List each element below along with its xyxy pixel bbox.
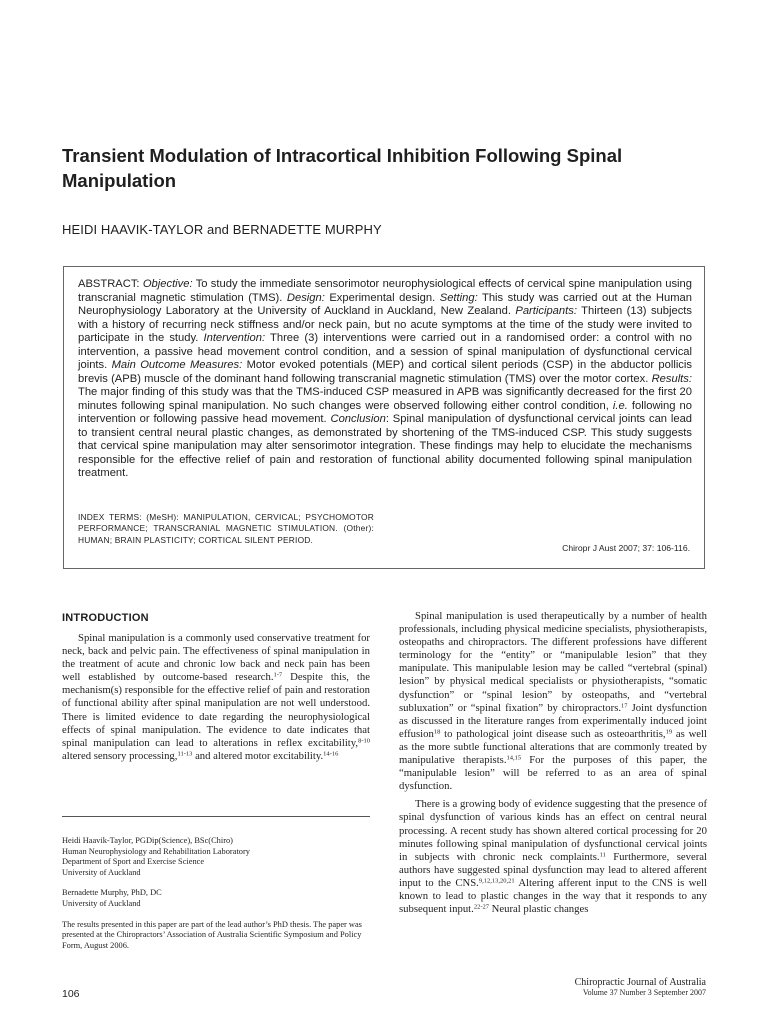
participants-text: Thirteen (13) subjects with a history of recurring neck stiffness and/or neck pain, but no acute symptoms at the time of the study were invited to participate in the study. (78, 305, 692, 344)
reference: 22-27 (473, 903, 489, 911)
abstract-text (78, 278, 692, 481)
ie-abbrev: i.e. (612, 399, 628, 412)
body-text: to pathological joint disease such as osteoarthritis, (440, 727, 666, 740)
intervention-label: Intervention: (203, 332, 266, 344)
page-number: 106 (62, 988, 80, 1000)
affiliation-university: University of Auckland (62, 898, 141, 908)
reference: 14-16 (323, 750, 339, 758)
objective-text: To study the immediate sensorimotor neurophysiological effects of cervical spine manipulation using transcranial magnetic stimulation (TMS). (78, 278, 692, 304)
intro-text: altered sensory processing, (62, 749, 178, 762)
abstract-box (63, 266, 705, 569)
conclusion-label: Conclusion (330, 413, 386, 425)
reference: 1-7 (273, 671, 283, 679)
affiliation-name: Heidi Haavik-Taylor, PGDip(Science), BSc(Chiro) (62, 836, 233, 845)
abstract-lead: ABSTRACT: (78, 278, 143, 290)
body-text: as well as the more subtle functional alterations that are commonly treated by manipulative therapists. (399, 727, 707, 767)
presentation-note: The results presented in this paper are part of the lead author’s PhD thesis. The paper was presented at the Chiropractors’ Association of Australia Scientific Symposium and Policy Form, August 2006. (62, 919, 362, 950)
conclusion-text: : Spinal manipulation of dysfunctional cervical joints can lead to transient central neural plastic changes, as demonstrated by shortening of the TMS-induced CSP. This study suggests that cervical spine manipulation may alter sensorimotor integration. These findings may help to elucidate the mechanisms responsible for the effective relief of pain and restoration of functional ability documented following spinal manipulation treatment. (78, 413, 693, 479)
design-label: Design: (286, 291, 325, 304)
intro-text: Despite this, the mechanism(s) responsible for the effective relief of pain and restoration of functional ability after spinal manipulation are not well understood. There is limited evidence to date regarding the neurophysiological effects of spinal manipulation. The evidence to date indicates that spinal manipulation can lead to alterations in reflex excitability, (62, 671, 370, 749)
body-text: Spinal manipulation is used therapeutically by a number of health professionals, including physical medicine specialists, physiotherapists, osteopaths and chiropractors. The different professions have different terminology for the “entity” or “manipulable lesion” that they manipulate. This manipulable lesion may be called “vertebral (spinal) lesion” by physical medical specialists or physiotherapists, “somatic dysfunction” or “spinal lesion” by osteopaths, and “vertebral subluxation” or “spinal fixation” by chiropractors. (399, 610, 707, 714)
reference: 11 (599, 851, 606, 859)
paper-title: Transient Modulation of Intracortical Inhibition Following Spinal Manipulation (62, 145, 623, 191)
author-list: HEIDI HAAVIK-TAYLOR and BERNADETTE MURPHY (62, 222, 382, 237)
body-text: Furthermore, several authors have suggested spinal dysfunction may lead to altered afferent input to the CNS. (399, 850, 707, 889)
body-paragraph (399, 610, 707, 793)
objective-label: Objective: (142, 278, 193, 290)
reference: 9,12,13,20,21 (478, 877, 515, 885)
intro-paragraph (62, 632, 370, 763)
design-text: Experimental design. (324, 291, 440, 304)
body-text: Neural plastic changes (488, 903, 589, 916)
participants-label: Participants: (515, 305, 577, 317)
body-paragraph (399, 798, 707, 916)
footnote-divider (62, 816, 370, 817)
section-heading-introduction: INTRODUCTION (62, 612, 149, 624)
journal-name: Chiropractic Journal of Australia (574, 977, 706, 988)
reference: 11-13 (177, 750, 193, 758)
affiliation-dept: Department of Sport and Exercise Science (62, 857, 205, 867)
left-column (62, 610, 370, 763)
measures-text: Motor evoked potentials (MEP) and cortical silent periods (CSP) in the abductor pollicis brevis (APB) muscle of the dominant hand following transcranial magnetic stimulation (TMS) over the motor cortex. (78, 359, 692, 385)
journal-footer (575, 977, 706, 997)
affiliation-university: University of Auckland (62, 867, 141, 877)
affiliation-lab: Human Neurophysiology and Rehabilitation Laboratory (62, 846, 250, 856)
reference: 17 (621, 702, 628, 710)
results-text: The major finding of this study was that the TMS-induced CSP measured in APB was significantly decreased for the first 20 minutes following spinal manipulation. No such changes were observed following either control condition, (78, 386, 692, 412)
affiliation-name: Bernadette Murphy, PhD, DC (62, 888, 162, 898)
reference: 14,15 (506, 754, 522, 762)
measures-label: Main Outcome Measures: (111, 359, 243, 371)
body-text: Altering afferent input to the CNS is well known to lead to plastic changes in the way that it responds to any subsequent input. (399, 876, 707, 916)
setting-text: This study was carried out at the Human Neurophysiology Laboratory at the University of Auckland in Auckland, New Zealand. (78, 291, 692, 317)
body-text: Joint dysfunction as discussed in the literature ranges from experimentally induced joint effusion (399, 701, 707, 740)
results-text-cont: following no intervention or following passive head movement. (78, 399, 692, 425)
reference: 8-10 (358, 737, 370, 745)
intervention-text: Three (3) interventions were carried out in a randomised order: a control with no intervention, a passive head movement control condition, and a session of spinal manipulation of dysfunctional cervical joints. (78, 332, 692, 371)
setting-label: Setting: (439, 291, 478, 304)
right-column (399, 610, 707, 916)
body-text: For the purposes of this paper, the “manipulable lesion” will be referred to as an area of spinal dysfunction. (399, 754, 707, 793)
results-label: Results: (651, 372, 692, 385)
reference: 18 (433, 728, 441, 736)
journal-issue: Volume 37 Number 3 September 2007 (582, 988, 706, 997)
author-affiliations (62, 836, 382, 951)
body-text: There is a growing body of evidence suggesting that the presence of spinal dysfunction of various kinds has an effect on central neural processing. A recent study has shown altered cortical processing for 20 minutes following spinal manipulation of dysfunctional cervical joints in subjects with chronic neck complaints. (399, 798, 707, 863)
index-terms: INDEX TERMS: (MeSH): MANIPULATION, CERVICAL; PSYCHOMOTOR PERFORMANCE; TRANSCRANIAL MAGNETIC STIMULATION. (Other): HUMAN; BRAIN PLASTICITY; CORTICAL SILENT PERIOD. (78, 512, 374, 545)
intro-text: and altered motor excitability. (192, 749, 324, 762)
journal-citation: Chiropr J Aust 2007; 37: 106-116. (562, 543, 690, 553)
reference: 19 (665, 728, 673, 736)
intro-text: Spinal manipulation is a commonly used conservative treatment for neck, back and pelvic pain. The effectiveness of spinal manipulation in the treatment of acute and chronic low back and neck pain has been well established by outcome-based research. (62, 632, 370, 684)
